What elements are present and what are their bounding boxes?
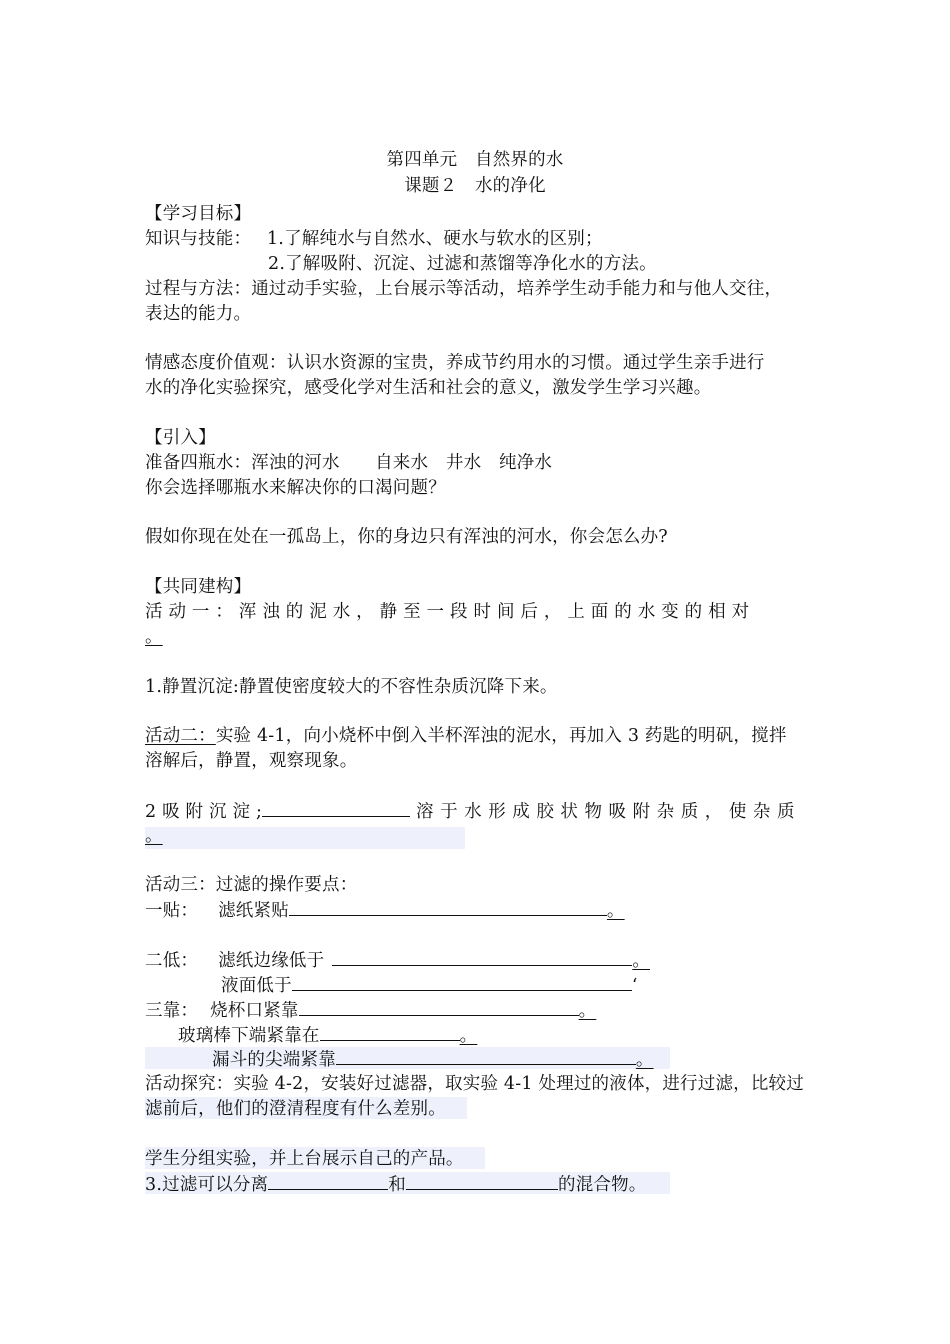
- rule-three-blank-3[interactable]: [336, 1047, 636, 1065]
- rule-three-end-1: 。: [578, 1001, 597, 1021]
- filtration-blank-1[interactable]: [268, 1172, 388, 1190]
- filtration-text-c: 的混合物。: [558, 1175, 647, 1195]
- rule-three-blank-1[interactable]: [299, 998, 579, 1016]
- activity-one-line2: [145, 625, 163, 649]
- explore-line1: 活动探究：实验 4-2，安装好过滤器，取实验 4-1 处理过的液体，进行过滤，比较过: [145, 1074, 804, 1094]
- filtration-blank-2[interactable]: [406, 1172, 558, 1190]
- intro-island-question: 假如你现在处在一孤岛上，你的身边只有浑浊的河水，你会怎么办?: [145, 527, 668, 547]
- build-heading: 【共同建构】: [145, 577, 252, 597]
- knowledge-skills: [145, 227, 603, 251]
- rule-three-lean-3: [212, 1047, 654, 1072]
- rule-two-low-1: [145, 948, 650, 973]
- rule-one-label: 一贴：: [145, 901, 199, 921]
- knowledge-item-1: 1.了解纯水与自然水、硬水与软水的区别；: [266, 229, 603, 249]
- adsorption-label: 2 吸 附 沉 淀 ;: [145, 802, 263, 822]
- activity-one-period: 。: [145, 627, 163, 647]
- rule-three-lean-2: [178, 1023, 477, 1048]
- rule-one-text: 滤纸紧贴: [218, 901, 289, 921]
- rule-two-end-2: ‘: [631, 976, 638, 996]
- lesson-title: 课题２ 水的净化: [404, 176, 546, 196]
- rule-three-label: 三靠：: [145, 1001, 199, 1021]
- activity-two-line2: 溶解后，静置，观察现象。: [145, 751, 358, 771]
- process-method-line1: 过程与方法：通过动手实验，上台展示等活动，培养学生动手能力和与他人交往，: [145, 279, 783, 299]
- activity-two-text: 实验 4-1，向小烧杯中倒入半杯浑浊的泥水，再加入 3 药匙的明矾，搅拌: [215, 726, 787, 746]
- rule-three-end-2: 。: [459, 1026, 478, 1046]
- rule-three-text-2: 玻璃棒下端紧靠在: [178, 1026, 320, 1046]
- activity-one-line1: 活 动 一 ： 浑 浊 的 泥 水 ， 静 至 一 段 时 间 后 ， 上 面 的 水 变 的 相 对: [145, 602, 750, 622]
- point-adsorption: [145, 799, 795, 824]
- unit-title: 第四单元 自然界的水: [386, 150, 564, 170]
- adsorption-text: 溶 于 水 形 成 胶 状 物 吸 附 杂 质 ， 使 杂 质: [416, 802, 795, 822]
- rule-three-lean-1: [145, 998, 596, 1023]
- rule-two-blank-2[interactable]: [292, 973, 632, 991]
- intro-heading: 【引入】: [145, 428, 216, 448]
- objectives-heading: 【学习目标】: [145, 204, 252, 224]
- highlight-band: [145, 827, 465, 849]
- activity-two-label: 活动二：: [145, 726, 216, 746]
- filtration-text-a: 3.过滤可以分离: [145, 1175, 269, 1195]
- rule-two-end-1: 。: [632, 951, 651, 971]
- rule-two-text-1: 滤纸边缘低于: [218, 951, 325, 971]
- rule-two-text-2: 液面低于: [221, 976, 292, 996]
- intro-question: 你会选择哪瓶水来解决你的口渴问题？: [145, 478, 446, 498]
- point-adsorption-line2: [145, 824, 163, 848]
- group-experiment: 学生分组实验，并上台展示自己的产品。: [145, 1149, 464, 1169]
- process-method-line2: 表达的能力。: [145, 304, 252, 324]
- rule-one-blank[interactable]: [289, 898, 607, 916]
- point-static-sedimentation: 1.静置沉淀:静置使密度较大的不容性杂质沉降下来。: [145, 677, 558, 697]
- rule-two-label: 二低：: [145, 951, 199, 971]
- adsorption-period: 。: [145, 826, 163, 846]
- attitude-line1: 情感态度价值观：认识水资源的宝贵，养成节约用水的习惯。通过学生亲手进行: [145, 353, 765, 373]
- rule-one-stick: [145, 898, 625, 923]
- rule-three-text-3: 漏斗的尖端紧靠: [212, 1050, 336, 1070]
- explore-line2: 滤前后，他们的澄清程度有什么差别。: [145, 1099, 446, 1119]
- rule-three-blank-2[interactable]: [320, 1023, 460, 1041]
- activity-three: 活动三：过滤的操作要点：: [145, 875, 358, 895]
- activity-two: [145, 724, 787, 748]
- intro-bottles: 准备四瓶水：浑浊的河水 自来水 井水 纯净水: [145, 453, 553, 473]
- rule-two-low-2: [221, 973, 638, 998]
- knowledge-label: 知识与技能：: [145, 229, 252, 249]
- knowledge-item-2: 2.了解吸附、沉淀、过滤和蒸馏等净化水的方法。: [268, 254, 657, 274]
- point-filtration: [145, 1172, 647, 1197]
- filtration-text-b: 和: [388, 1175, 406, 1195]
- attitude-line2: 水的净化实验探究，感受化学对生活和社会的意义，激发学生学习兴趣。: [145, 378, 712, 398]
- rule-three-text-1: 烧杯口紧靠: [210, 1001, 299, 1021]
- rule-two-blank-1[interactable]: [332, 948, 632, 966]
- adsorption-blank[interactable]: [262, 799, 410, 817]
- rule-three-end-3: 。: [635, 1050, 654, 1070]
- rule-one-end: 。: [606, 901, 625, 921]
